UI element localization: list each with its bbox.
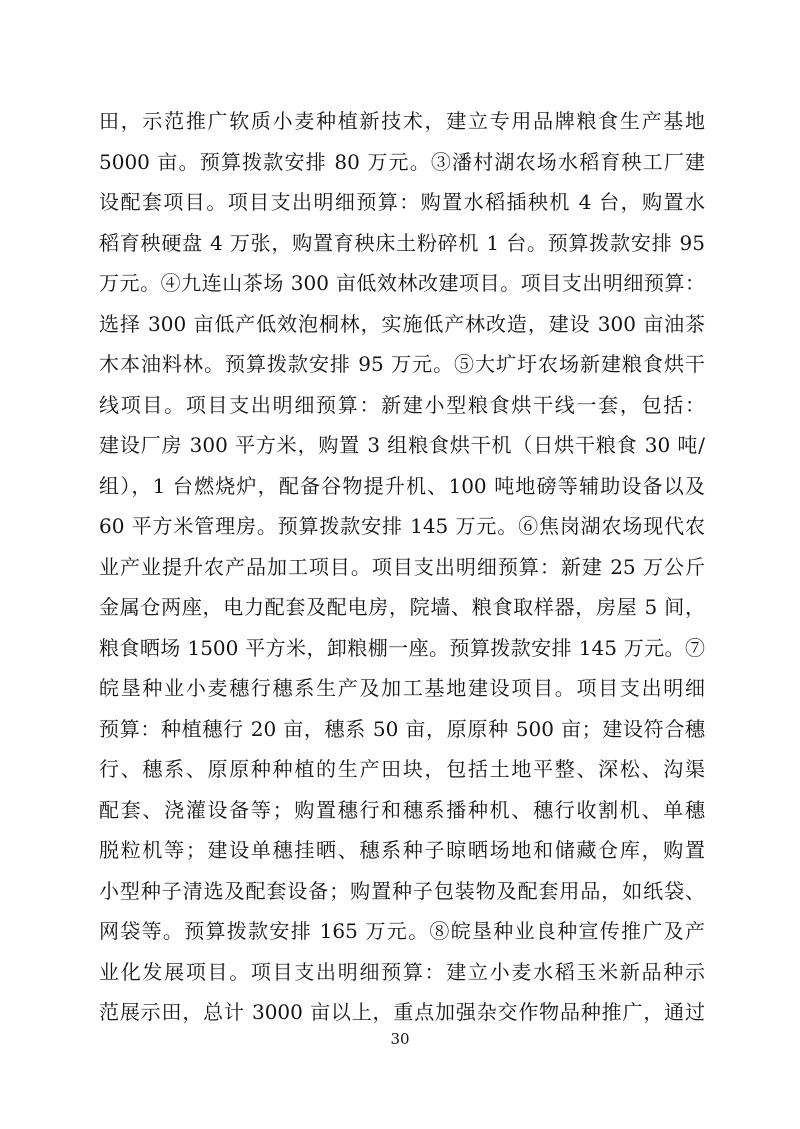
text-line: 皖垦种业小麦穗行穗系生产及加工基地建设项目。项目支出明细: [99, 676, 705, 700]
page-number: 30: [390, 1030, 410, 1048]
text-line: 粮食晒场 1500 平方米，卸粮棚一座。预算拨款安排 145 万元。⑦: [99, 635, 705, 660]
text-line: 选择 300 亩低产低效泡桐林，实施低产林改造，建设 300 亩油茶: [99, 311, 705, 336]
text-line: 建设厂房 300 平方米，购置 3 组粮食烘干机（日烘干粮食 30 吨/: [99, 433, 705, 457]
text-line: 配套、浇灌设备等；购置穗行和穗系播种机、穗行收割机、单穗: [99, 797, 705, 822]
text-line: 行、穗系、原原种种植的生产田块，包括土地平整、深松、沟渠: [99, 757, 705, 781]
text-line: 线项目。项目支出明细预算：新建小型粮食烘干线一套，包括：: [99, 392, 705, 417]
text-line: 脱粒机等；建设单穗挂晒、穗系种子晾晒场地和储藏仓库，购置: [99, 838, 705, 862]
text-line: 木本油料林。预算拨款安排 95 万元。⑤大圹圩农场新建粮食烘干: [99, 352, 705, 376]
text-line: 万元。④九连山茶场 300 亩低效林改建项目。项目支出明细预算：: [99, 271, 705, 295]
text-line: 范展示田，总计 3000 亩以上，重点加强杂交作物品种推广，通过: [99, 1000, 705, 1024]
text-line: 业化发展项目。项目支出明细预算：建立小麦水稻玉米新品种示: [99, 959, 705, 984]
text-line: 田，示范推广软质小麦种植新技术，建立专用品牌粮食生产基地: [99, 109, 705, 133]
text-line: 业产业提升农产品加工项目。项目支出明细预算：新建 25 万公斤: [99, 554, 705, 579]
text-line: 预算：种植穗行 20 亩，穗系 50 亩，原原种 500 亩；建设符合穗: [99, 716, 705, 741]
text-line: 稻育秧硬盘 4 万张，购置育秧床土粉碎机 1 台。预算拨款安排 95: [99, 230, 705, 255]
text-line: 5000 亩。预算拨款安排 80 万元。③潘村湖农场水稻育秧工厂建: [99, 149, 705, 174]
text-line: 60 平方米管理房。预算拨款安排 145 万元。⑥焦岗湖农场现代农: [99, 514, 705, 538]
text-line: 金属仓两座，电力配套及配电房，院墙、粮食取样器，房屋 5 间，: [99, 595, 705, 619]
text-line: 小型种子清选及配套设备；购置种子包装物及配套用品，如纸袋、: [99, 878, 705, 903]
text-line: 网袋等。预算拨款安排 165 万元。⑧皖垦种业良种宣传推广及产: [99, 919, 705, 943]
body-text-block: [99, 101, 705, 1033]
text-line: 组），1 台燃烧炉，配备谷物提升机、100 吨地磅等辅助设备以及: [99, 473, 705, 498]
text-line: 设配套项目。项目支出明细预算：购置水稻插秧机 4 台，购置水: [99, 190, 705, 214]
